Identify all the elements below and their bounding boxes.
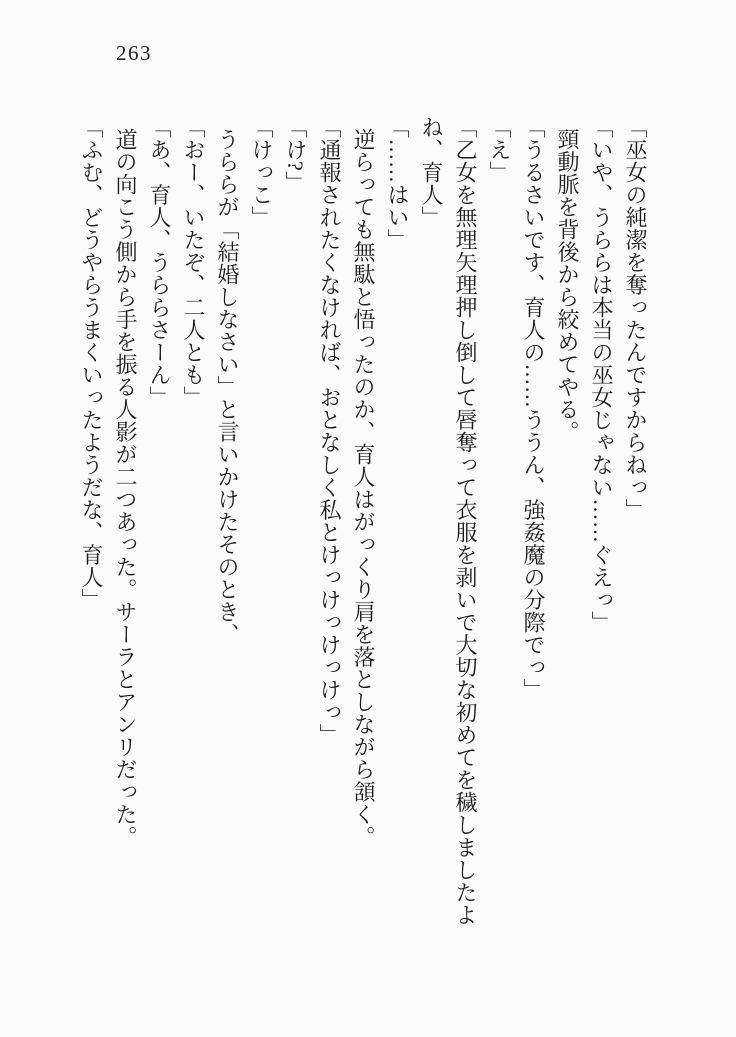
text-line: 道の向こう側から手を振る人影が二つあった。サーラとアンリだった。: [113, 128, 138, 849]
text-block: [62, 116, 652, 962]
text-line: 頸動脈を背後から絞めてやる。: [555, 128, 580, 444]
text-line: 「いや、うららは本当の巫女じゃない……ぐえっ」: [589, 116, 614, 634]
text-line: 「おー、いたぞ、二人とも」: [181, 116, 206, 409]
text-line: 逆らっても無駄と悟ったのか、育人はがっくり肩を落としながら頷く。: [351, 128, 376, 849]
page-number: 263: [116, 41, 152, 65]
text-line: 「……はい」: [385, 116, 410, 251]
text-line: 「巫女の純潔を奪ったんですからねっ」: [623, 116, 648, 521]
text-line: 「通報されたくなければ、おとなしく私とけっけっけっけっ」: [317, 116, 342, 746]
text-line: 「け?」: [283, 116, 308, 194]
text-line: 「あ、育人、うららさーん」: [147, 116, 172, 409]
text-line: 「けっこ」: [249, 116, 274, 229]
text-line: 「え」: [487, 116, 512, 184]
text-line: 「乙女を無理矢理押し倒して唇奪って衣服を剥いで大切な初めてを穢しましたよね、育人」: [419, 116, 478, 926]
text-line: 「うるさいです、育人の……ううん、強姦魔の分際でっ」: [521, 116, 546, 701]
text-line: うららが「結婚しなさい」と言いかけたそのとき、: [215, 128, 240, 646]
text-line: 「ふむ、どうやらうまくいったようだな、育人」: [79, 116, 104, 611]
